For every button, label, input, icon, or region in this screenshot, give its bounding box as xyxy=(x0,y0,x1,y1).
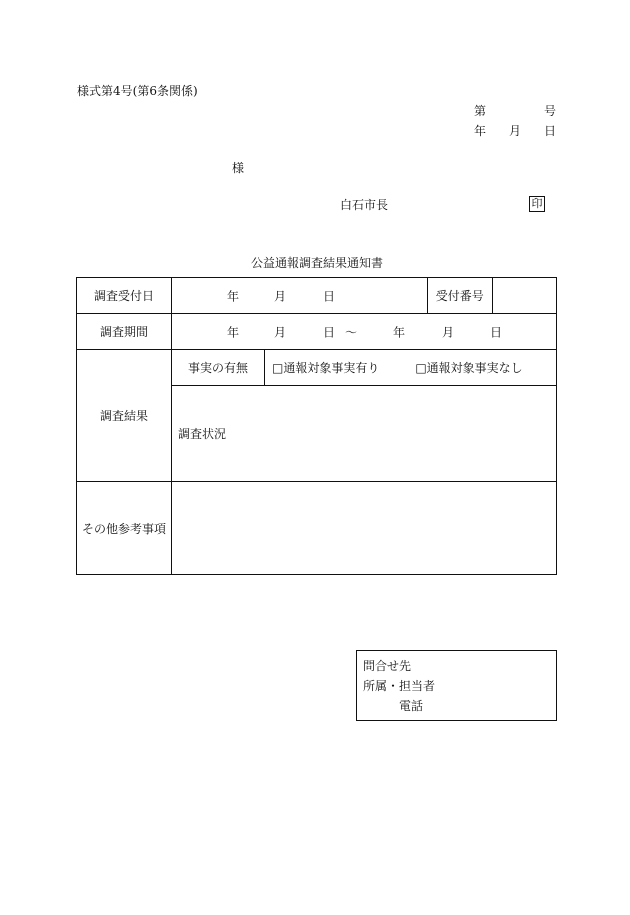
fact-existence-label: 事実の有無 xyxy=(172,350,265,386)
receipt-number-label: 受付番号 xyxy=(428,278,492,314)
table-row-other-notes xyxy=(77,482,557,575)
table-row-fact xyxy=(77,350,557,386)
contact-box xyxy=(356,650,557,721)
issuer-name: 白石市長 xyxy=(340,198,389,212)
investigation-situation-label: 調査状況 xyxy=(178,427,227,441)
receipt-day: 日 xyxy=(323,289,336,303)
option-fact-none-checkbox[interactable]: □通報対象事実なし xyxy=(415,361,523,375)
fact-existence-options xyxy=(265,350,557,386)
period-end-month: 月 xyxy=(442,325,455,339)
period-end-year: 年 xyxy=(393,325,406,339)
other-notes-label: その他参考事項 xyxy=(77,482,172,575)
addressee-honorific: 様 xyxy=(232,161,245,175)
issue-date-month: 月 xyxy=(509,124,522,138)
contact-heading: 問合せ先 xyxy=(363,659,412,673)
receipt-month: 月 xyxy=(274,289,287,303)
notification-table xyxy=(76,277,557,575)
document-number-suffix: 号 xyxy=(544,104,557,118)
contact-phone: 電話 xyxy=(399,699,424,713)
period-start-month: 月 xyxy=(274,325,287,339)
form-number-label: 様式第4号(第6条関係) xyxy=(77,84,198,98)
table-row-investigation-period xyxy=(77,314,557,350)
other-notes-field[interactable] xyxy=(172,482,557,575)
seal-mark: 印 xyxy=(529,196,545,212)
period-end-day: 日 xyxy=(490,325,503,339)
receipt-date-label: 調査受付日 xyxy=(77,278,172,314)
contact-department: 所属・担当者 xyxy=(363,679,436,693)
investigation-period-label: 調査期間 xyxy=(77,314,172,350)
period-start-day: 日 xyxy=(323,325,336,339)
issue-date-year: 年 xyxy=(474,124,487,138)
issue-date-day: 日 xyxy=(544,124,557,138)
receipt-year: 年 xyxy=(227,289,240,303)
document-number-prefix: 第 xyxy=(474,104,487,118)
period-tilde: ～ xyxy=(345,325,358,339)
receipt-number-field[interactable] xyxy=(492,278,557,314)
period-start-year: 年 xyxy=(227,325,240,339)
investigation-situation-field[interactable] xyxy=(172,386,557,482)
investigation-period-field[interactable] xyxy=(172,314,557,350)
document-title: 公益通報調査結果通知書 xyxy=(251,256,384,270)
option-fact-exists-checkbox[interactable]: □通報対象事実有り xyxy=(272,361,380,375)
investigation-result-label: 調査結果 xyxy=(77,350,172,482)
table-row-receipt-date xyxy=(77,278,557,314)
receipt-date-field[interactable] xyxy=(172,278,428,314)
